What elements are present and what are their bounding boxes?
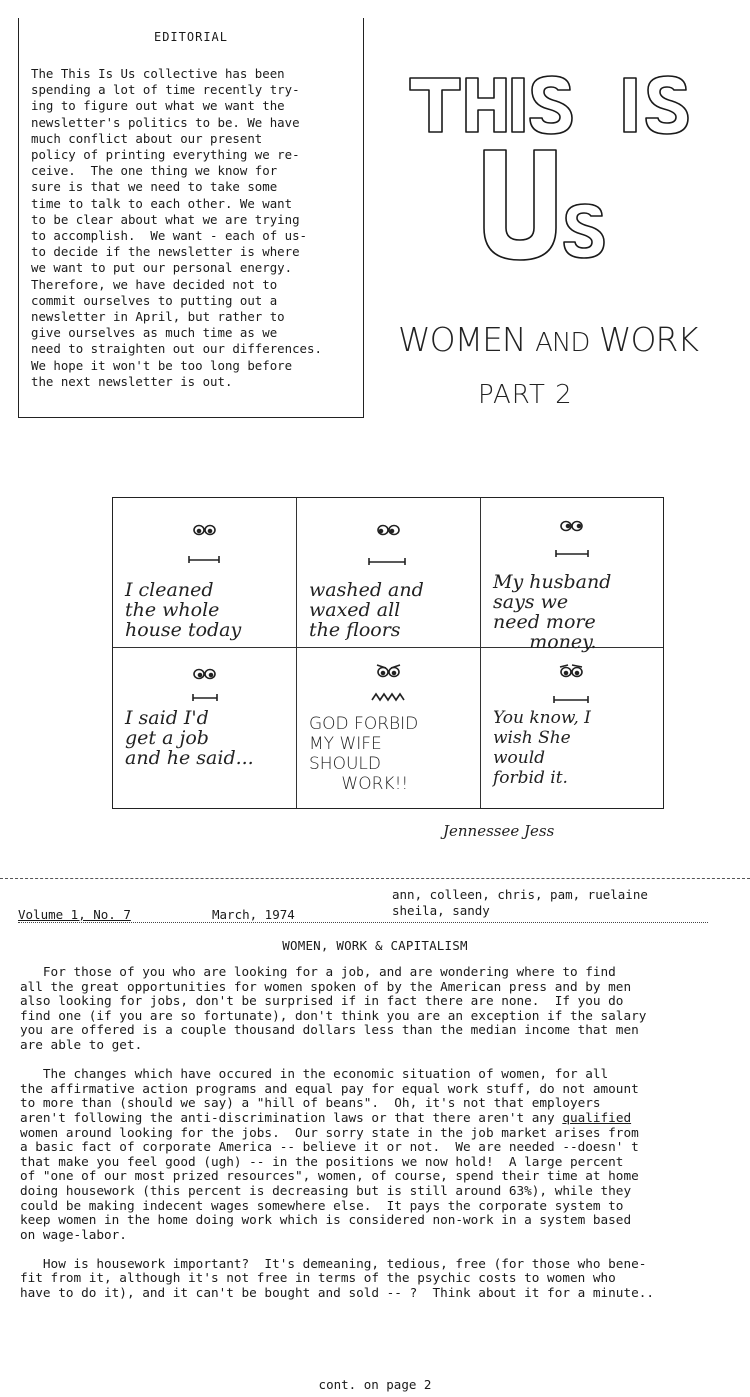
article-line: also looking for jobs, don't be surprised if in fact there are none. If you do (20, 993, 624, 1009)
editorial-line: we want to put our personal energy. (31, 260, 293, 276)
editorial-line: sure is that we need to take some (31, 179, 278, 195)
editorial-line: spending a lot of time recently try- (31, 82, 300, 98)
article-line: to more than (should we say) a "hill of beans". Oh, it's not that employers (20, 1095, 601, 1111)
article-line: of "one of our most prized resources", women, of course, spend their time at home (20, 1168, 639, 1184)
comic-panel-4 (113, 648, 297, 808)
artist-signature: Jennessee Jess (443, 822, 555, 840)
panel-caption: I said I'd get a job and he said... (125, 707, 254, 769)
article-line: could be making indecent wages somewhere else. It pays the corporate system to (20, 1197, 624, 1213)
editorial-line: The This Is Us collective has been (31, 66, 285, 81)
article-line: women around looking for the jobs. Our sorry state in the job market arises from (20, 1124, 639, 1140)
face-icon (175, 520, 235, 580)
masthead-title-art (380, 60, 740, 320)
issue-info (0, 885, 750, 925)
section-divider (0, 878, 750, 879)
editorial-heading: EDITORIAL (153, 30, 229, 44)
issue-date: March, 1974 (212, 907, 295, 922)
editorial-box (18, 18, 364, 418)
editorial-line: to accomplish. We want - each of us- (31, 228, 308, 244)
editorial-line: ing to figure out what we want the (31, 98, 285, 114)
editorial-line: the next newsletter is out. (31, 373, 233, 389)
article-line: aren't following the anti-discrimination laws or that there aren't any qualified (20, 1109, 632, 1125)
editorial-line: commit ourselves to putting out a (31, 292, 278, 308)
authors (392, 887, 648, 919)
face-icon (542, 662, 602, 712)
article-line: fit from it, although it's not free in terms of the psychic costs to women who (20, 1270, 616, 1286)
article-line: you are offered is a couple thousand dollars less than the median income that men (20, 1022, 639, 1038)
comic-panel-3 (481, 498, 663, 653)
panel-caption: washed and waxed all the floors (309, 579, 424, 641)
editorial-line: time to talk to each other. We want (31, 195, 293, 211)
article-title: WOMEN, WORK & CAPITALISM (282, 938, 468, 953)
subtitle-and: AND (535, 328, 590, 358)
editorial-line: We hope it won't be too long before (31, 357, 293, 373)
article-line: a basic fact of corporate America -- believe it or not. We are needed --doesn' t (20, 1139, 639, 1155)
masthead (380, 60, 740, 420)
article-line: on wage-labor. (20, 1226, 127, 1242)
volume-number (18, 907, 131, 922)
editorial-line: much conflict about our present (31, 130, 263, 146)
article-line: find one (if you are so fortunate), don't think you are an exception if the salary (20, 1007, 647, 1023)
editorial-line: newsletter's politics to be. We have (31, 114, 300, 130)
editorial-line: ceive. The one thing we know for (31, 163, 278, 179)
comic-panel-6 (481, 648, 663, 808)
editorial-line: to decide if the newsletter is where (31, 244, 300, 260)
panel-caption: You know, I wish She would forbid it. (493, 708, 591, 788)
article-line: all the great opportunities for women spoken of by the American press and by men (20, 978, 632, 994)
article-line: How is housework important? It's demeaning, tedious, free (for those who bene- (20, 1255, 647, 1271)
comic-panel-2 (297, 498, 481, 648)
editorial-line: give ourselves as much time as we (31, 325, 278, 341)
panel-caption: GOD FORBID MY WIFE SHOULD WORK!! (309, 714, 419, 794)
article-line: have to do it), and it can't be bought and sold -- ? Think about it for a minute.. (20, 1285, 654, 1301)
authors-line-1: ann, colleen, chris, pam, ruelaine (392, 887, 648, 902)
article-line: For those of you who are looking for a job, and are wondering where to find (20, 964, 616, 979)
comic-panel-1 (113, 498, 297, 648)
article-line: The changes which have occured in the economic situation of women, for all (20, 1066, 609, 1082)
panel-caption: I cleaned the whole house today (125, 579, 242, 641)
panel-caption: My husband says we need more money. (493, 571, 612, 653)
comic-strip (112, 497, 664, 809)
continued-note: cont. on page 2 (318, 1377, 432, 1392)
masthead-subtitle (398, 320, 743, 359)
editorial-line: Therefore, we have decided not to (31, 276, 278, 292)
shouting-face-icon (354, 662, 424, 712)
authors-line-2: sheila, sandy (392, 903, 490, 918)
editorial-line: to be clear about what we are trying (31, 211, 300, 227)
subtitle-women: WOMEN (398, 320, 526, 359)
face-icon (542, 516, 602, 576)
editorial-line: policy of printing everything we re- (31, 147, 300, 163)
editorial-text (31, 66, 355, 390)
issue-rule (18, 922, 708, 923)
volume-text: Volume 1, No. 7 (18, 907, 131, 922)
editorial-line: need to straighten out our differences. (31, 341, 322, 357)
article-line: are able to get. (20, 1036, 143, 1052)
article-line: the affirmative action programs and equal pay for equal work stuff, do not amount (20, 1080, 639, 1096)
masthead-part: PART 2 (478, 380, 573, 410)
article-body (20, 965, 740, 1301)
article-line: keep women in the home doing work which is considered non-work in a system based (20, 1212, 632, 1228)
editorial-line: newsletter in April, but rather to (31, 309, 285, 325)
subtitle-work: WORK (598, 320, 699, 359)
face-icon (359, 520, 419, 580)
article-line: that make you feel good (ugh) -- in the positions we now hold! A large percent (20, 1153, 624, 1169)
comic-panel-5 (297, 648, 481, 808)
article-line: doing housework (this percent is decreasing but is still around 63%), while they (20, 1182, 632, 1198)
